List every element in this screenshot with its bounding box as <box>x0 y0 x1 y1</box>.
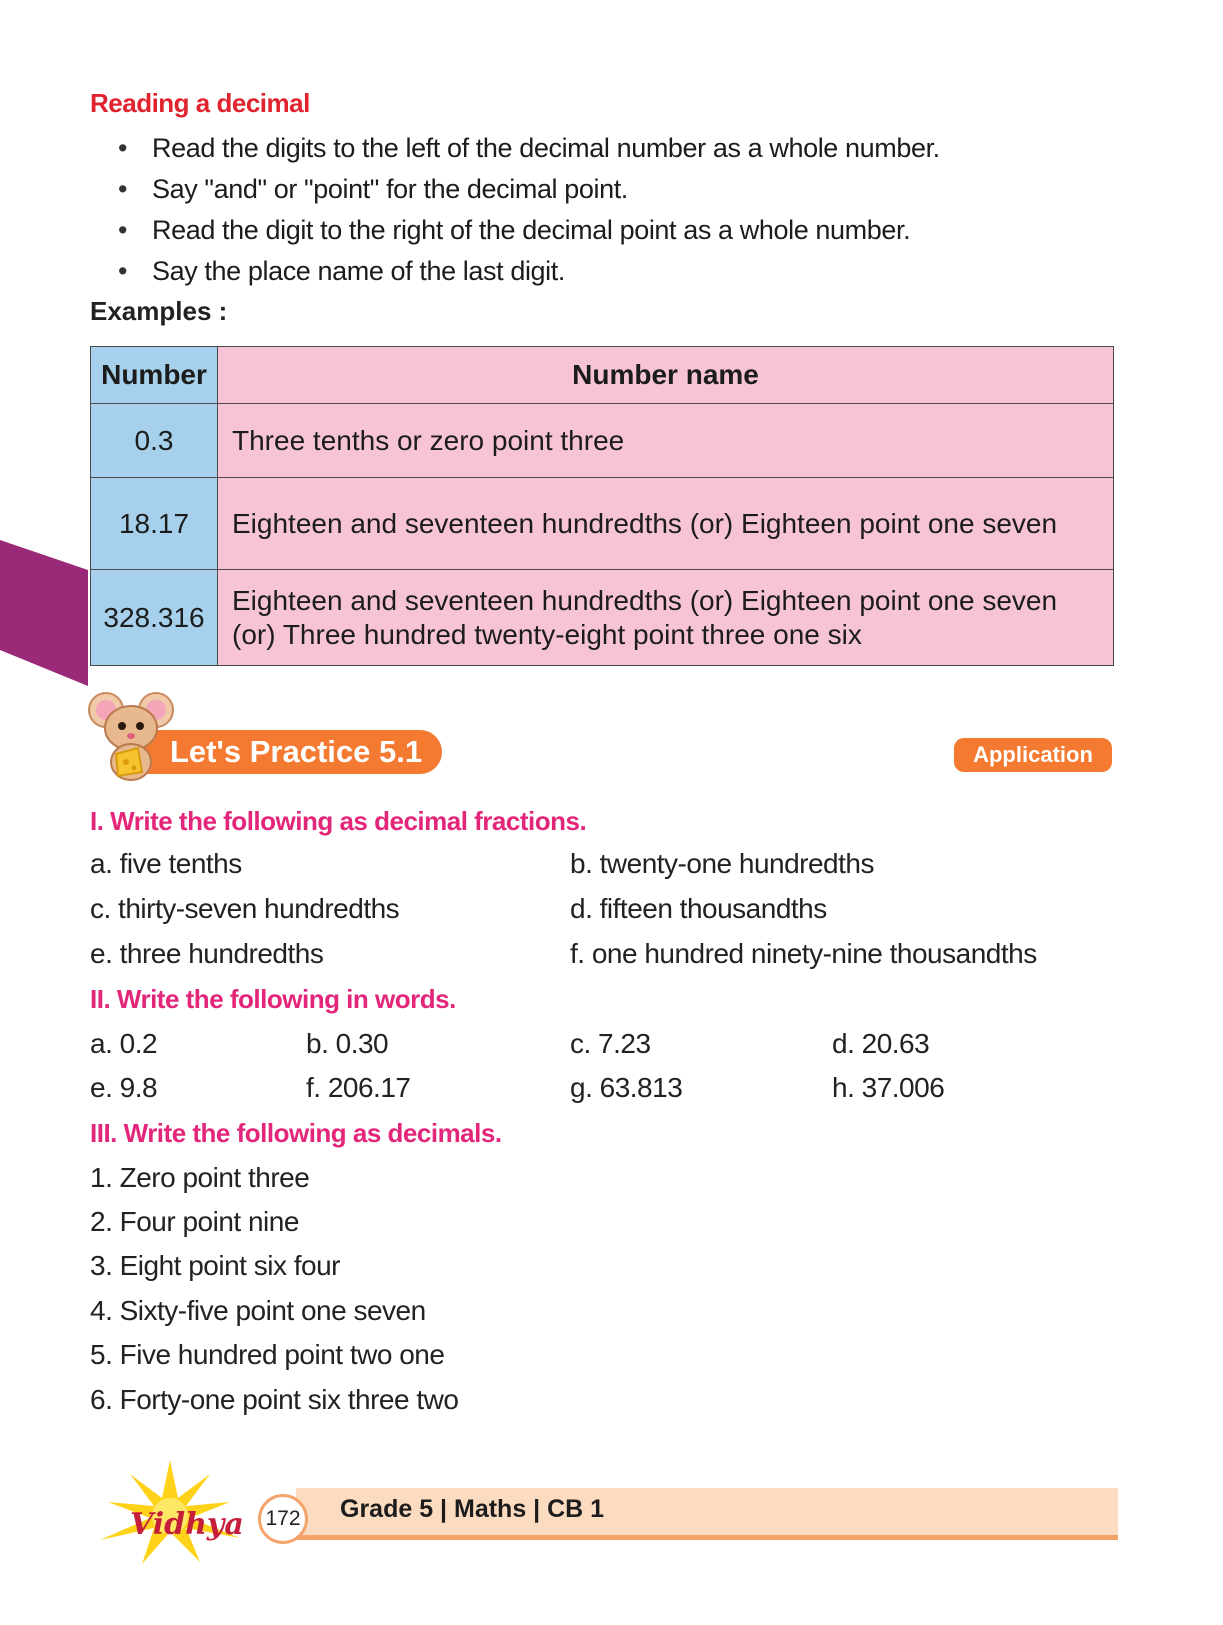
cell-number-name: Eighteen and seventeen hundredths (or) Eighteen point one seven (or) Three hundred twenty-eight point three one six <box>218 570 1114 666</box>
list-item: c. 7.23 <box>570 1028 651 1059</box>
footer-title: Grade 5 | Maths | CB 1 <box>340 1495 605 1523</box>
list-item: a. 0.2 <box>90 1028 158 1059</box>
list-item: e. 9.8 <box>90 1072 158 1103</box>
bullet-item: • Say "and" or "point" for the decimal point. <box>118 169 940 210</box>
list-item: g. 63.813 <box>570 1072 683 1103</box>
practice-title: Let's Practice 5.1 <box>136 730 442 774</box>
table-row <box>91 478 1114 570</box>
cell-number: 0.3 <box>91 404 218 478</box>
list-item: c. thirty-seven hundredths <box>90 893 400 924</box>
list-item: 4. Sixty-five point one seven <box>90 1295 426 1326</box>
list-item: 5. Five hundred point two one <box>90 1339 445 1370</box>
examples-table <box>90 346 1114 666</box>
list-item: 3. Eight point six four <box>90 1250 340 1281</box>
list-item: a. five tenths <box>90 848 242 879</box>
list-item: f. one hundred ninety-nine thousandths <box>570 938 1037 969</box>
svg-text:Vidhya: Vidhya <box>130 1507 244 1542</box>
cell-number: 328.316 <box>91 570 218 666</box>
section-heading-1: I. Write the following as decimal fractions. <box>90 806 587 836</box>
list-item: 1. Zero point three <box>90 1162 310 1193</box>
list-item: b. 0.30 <box>306 1028 389 1059</box>
list-item: d. fifteen thousandths <box>570 893 827 924</box>
page-number: 172 <box>258 1494 308 1544</box>
section-title-reading: Reading a decimal <box>90 88 310 118</box>
list-item: d. 20.63 <box>832 1028 930 1059</box>
ribbon-decoration <box>0 540 88 686</box>
table-row <box>91 404 1114 478</box>
list-item: f. 206.17 <box>306 1072 411 1103</box>
reading-bullets <box>118 128 940 292</box>
cell-number-name: Eighteen and seventeen hundredths (or) Eighteen point one seven <box>218 478 1114 570</box>
examples-label: Examples : <box>90 296 228 326</box>
header-number-name: Number name <box>218 347 1114 404</box>
list-item: 2. Four point nine <box>90 1206 299 1237</box>
table-header-row <box>91 347 1114 404</box>
mouse-icon <box>86 688 176 784</box>
list-item: b. twenty-one hundredths <box>570 848 874 879</box>
bullet-item: • Read the digits to the left of the decimal number as a whole number. <box>118 128 940 169</box>
cell-number: 18.17 <box>91 478 218 570</box>
bullet-item: • Say the place name of the last digit. <box>118 251 940 292</box>
section-heading-3: III. Write the following as decimals. <box>90 1118 502 1148</box>
list-item: 6. Forty-one point six three two <box>90 1384 459 1415</box>
vidhya-logo <box>90 1458 250 1568</box>
cell-number-name: Three tenths or zero point three <box>218 404 1114 478</box>
list-item: e. three hundredths <box>90 938 324 969</box>
application-badge: Application <box>954 738 1112 772</box>
header-number: Number <box>91 347 218 404</box>
bullet-item: • Read the digit to the right of the decimal point as a whole number. <box>118 210 940 251</box>
section-heading-2: II. Write the following in words. <box>90 984 456 1014</box>
list-item: h. 37.006 <box>832 1072 945 1103</box>
table-row <box>91 570 1114 666</box>
